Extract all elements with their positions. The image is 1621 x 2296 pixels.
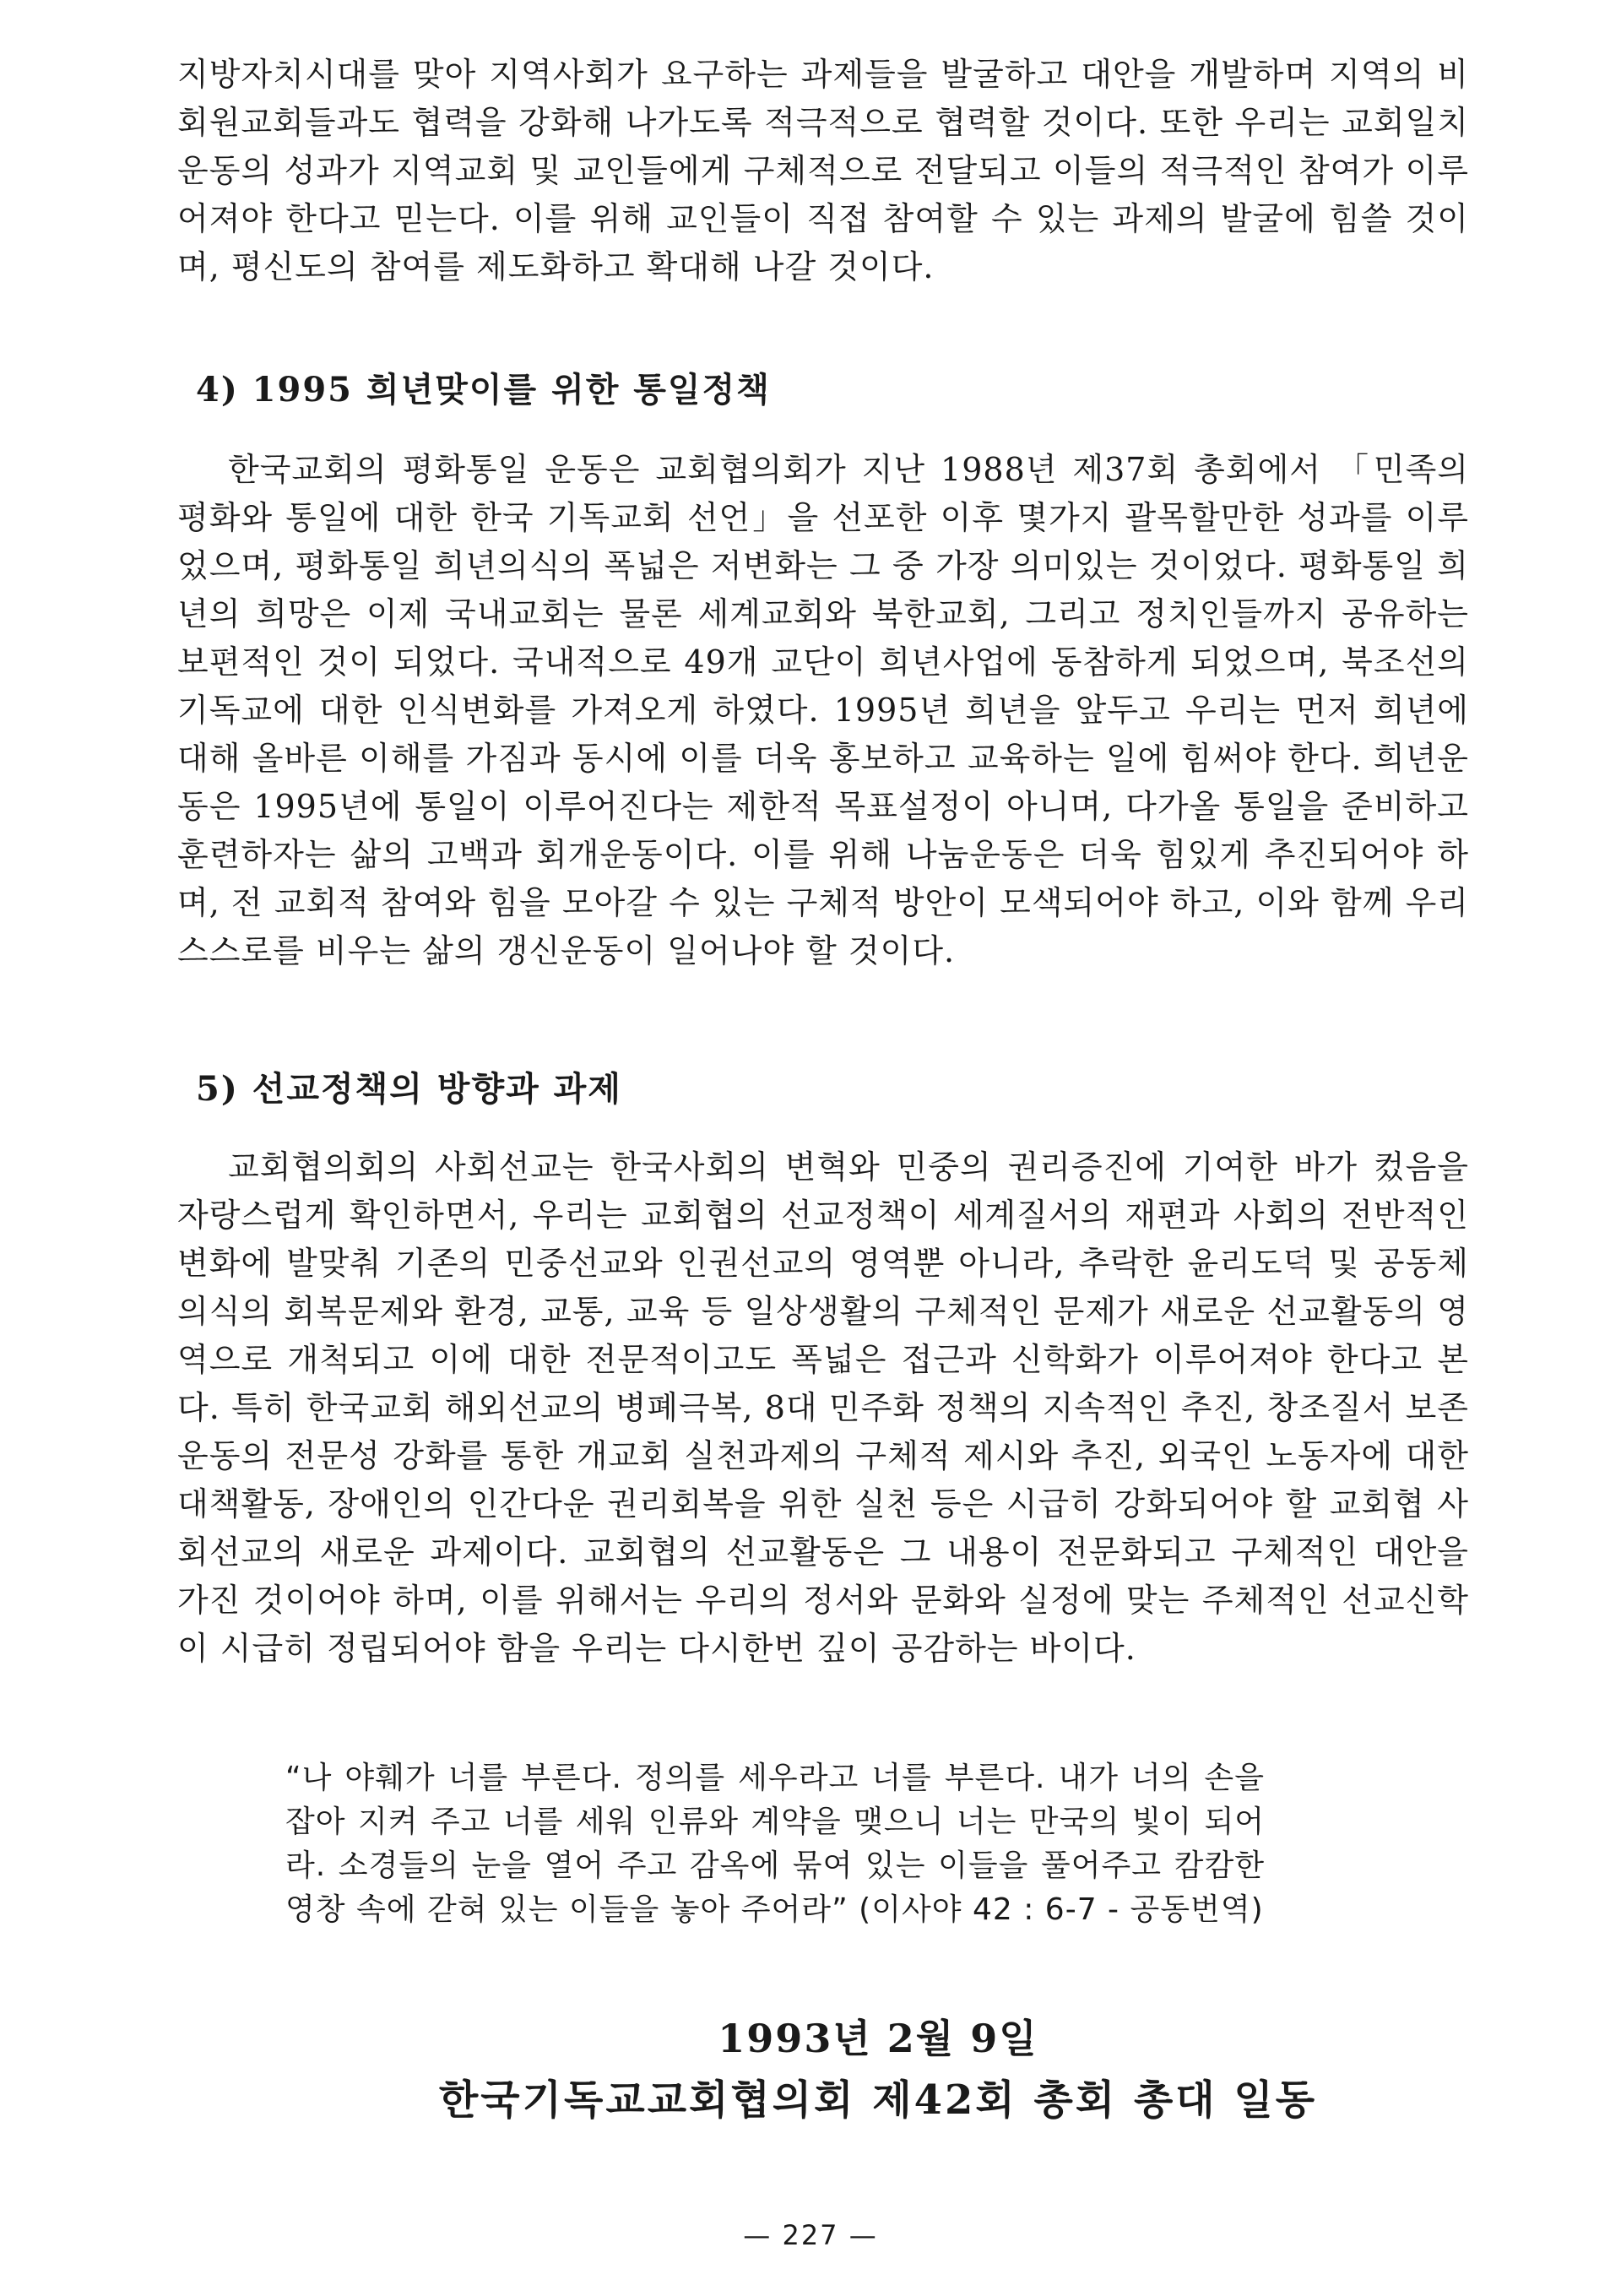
section-5-paragraph: 교회협의회의 사회선교는 한국사회의 변혁와 민중의 권리증진에 기여한 바가 컸음을 자랑스럽게 확인하면서, 우리는 교회협의 선교정책이 세계질서의 재편과 사회의 전반적인 변화에 발맞춰 기존의 민중선교와 인권선교의 영역뿐 아니라, 추락한 윤리도덕 및 공동체 의식의 회복문제와 환경, 교통, 교육 등 일상생활의 구체적인 문제가 새로운 선교활동의 영역으로 개척되고 이에 대한 전문적이고도 폭넓은 접근과 신학화가 이루어져야 한다고 본다. 특히 한국교회 해외선교의 병폐극복, 8대 민주화 정책의 지속적인 추진, 창조질서 보존운동의 전문성 강화를 통한 개교회 실천과제의 구체적 제시와 추진, 외국인 노동자에 대한 대책활동, 장애인의 인간다운 권리회복을 위한 실천 등은 시급히 강화되어야 할 교회협 사회선교의 새로운 과제이다. 교회협의 선교활동은 그 내용이 전문화되고 구체적인 대안을 가진 것이어야 하며, 이를 위해서는 우리의 정서와 문화와 실정에 맞는 주체적인 선교신학이 시급히 정립되어야 함을 우리는 다시한번 깊이 공감하는 바이다. — [177, 1148, 1469, 1667]
scripture-quote: “나 야훼가 너를 부른다. 정의를 세우라고 너를 부른다. 내가 너의 손을 잡아 지켜 주고 너를 세워 인류와 계약을 맺으니 너는 만국의 빛이 되어라. 소경들의 눈을 열어 주고 감옥에 묶여 있는 이들을 풀어주고 캄캄한 영창 속에 갇혀 있는 이들을 놓아 주어라” (이사야 42 : 6-7 - 공동번역) — [285, 1761, 1265, 1927]
signature-organization: 한국기독교교회협의회 제42회 총회 총대 일동 — [438, 2076, 1318, 2124]
section-5-heading: 5) 선교정책의 방향과 과제 — [196, 1069, 622, 1109]
section-4-paragraph: 한국교회의 평화통일 운동은 교회협의회가 지난 1988년 제37회 총회에서 「민족의 평화와 통일에 대한 한국 기독교회 선언」을 선포한 이후 몇가지 괄목할만한 성과를 이루었으며, 평화통일 희년의식의 폭넓은 저변화는 그 중 가장 의미있는 것이었다. 평화통일 희년의 희망은 이제 국내교회는 물론 세계교회와 북한교회, 그리고 정치인들까지 공유하는 보편적인 것이 되었다. 국내적으로 49개 교단이 희년사업에 동참하게 되었으며, 북조선의 기독교에 대한 인식변화를 가져오게 하였다. 1995년 희년을 앞두고 우리는 먼저 희년에 대해 올바른 이해를 가짐과 동시에 이를 더욱 홍보하고 교육하는 일에 힘써야 한다. 희년운동은 1995년에 통일이 이루어진다는 제한적 목표설정이 아니며, 다가올 통일을 준비하고 훈련하자는 삶의 고백과 회개운동이다. 이를 위해 나눔운동은 더욱 힘있게 추진되어야 하며, 전 교회적 참여와 힘을 모아갈 수 있는 구체적 방안이 모색되어야 하고, 이와 함께 우리 스스로를 비우는 삶의 갱신운동이 일어나야 할 것이다. — [177, 451, 1469, 969]
signature-date: 1993년 2월 9일 — [718, 2016, 1038, 2061]
section-4-heading: 4) 1995 희년맞이를 위한 통일정책 — [196, 370, 771, 410]
intro-paragraph: 지방자치시대를 맞아 지역사회가 요구하는 과제들을 발굴하고 대안을 개발하며 지역의 비회원교회들과도 협력을 강화해 나가도록 적극적으로 협력할 것이다. 또한 우리는 교회일치운동의 성과가 지역교회 및 교인들에게 구체적으로 전달되고 이들의 적극적인 참여가 이루어져야 한다고 믿는다. 이를 위해 교인들이 직접 참여할 수 있는 과제의 발굴에 힘쓸 것이며, 평신도의 참여를 제도화하고 확대해 나갈 것이다. — [177, 56, 1469, 285]
page-number: — 227 — — [743, 2219, 878, 2251]
